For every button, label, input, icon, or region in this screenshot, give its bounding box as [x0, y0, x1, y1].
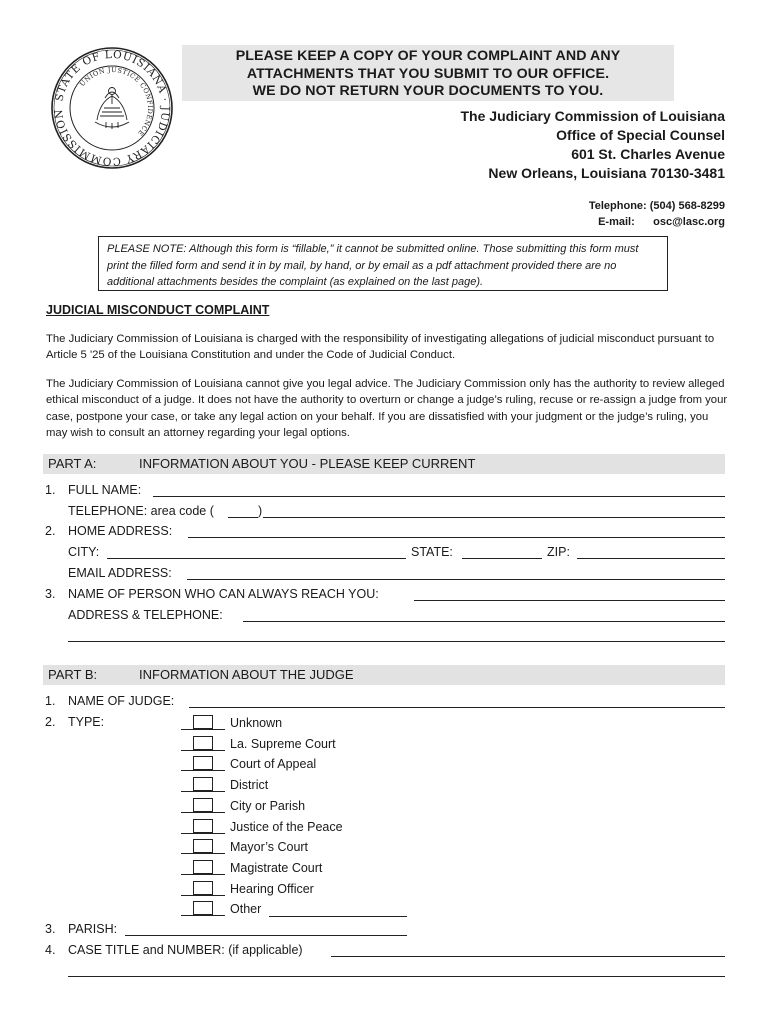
address-telephone-label: ADDRESS & TELEPHONE: — [68, 608, 223, 622]
svg-text:UNION JUSTICE CONFIDENCE: UNION JUSTICE CONFIDENCE — [78, 65, 155, 138]
type-label-la-supreme-court: La. Supreme Court — [230, 736, 336, 751]
checkbox-unknown[interactable] — [193, 715, 213, 729]
checkbox-hearing-officer[interactable] — [193, 881, 213, 895]
contact-email-row — [598, 216, 725, 228]
checkbox-city-or-parish[interactable] — [193, 798, 213, 812]
judiciary-commission-seal — [50, 46, 174, 170]
part-a-num-2: 2. — [45, 524, 56, 538]
full-name-label: FULL NAME: — [68, 483, 142, 497]
banner-line-2: ATTACHMENTS THAT YOU SUBMIT TO OUR OFFICE. — [246, 65, 610, 82]
contact-telephone: Telephone: (504) 568-8299 — [588, 200, 725, 212]
type-label-mayor-s-court: Mayor’s Court — [230, 840, 309, 855]
checkbox-mayor-s-court[interactable] — [193, 839, 213, 853]
part-b-num-3: 3. — [45, 922, 56, 936]
checkbox-underline-court-of-appeal — [181, 770, 225, 771]
contact-email-label: E-mail: — [598, 216, 635, 228]
home-address-field[interactable] — [188, 537, 725, 538]
contact-address-telephone-field[interactable] — [243, 621, 725, 622]
checkbox-underline-city-or-parish — [181, 812, 225, 813]
area-code-field[interactable] — [228, 517, 258, 518]
checkbox-other[interactable] — [193, 901, 213, 915]
checkbox-underline-la-supreme-court — [181, 750, 225, 751]
zip-field[interactable] — [577, 558, 725, 559]
contact-person-label: NAME OF PERSON WHO CAN ALWAYS REACH YOU: — [68, 587, 379, 601]
svg-text:STATE OF LOUISIANA · JUDICIARY: STATE OF LOUISIANA · JUDICIARY COMMISSION — [52, 48, 172, 168]
full-name-field[interactable] — [153, 496, 725, 497]
home-address-label: HOME ADDRESS: — [68, 524, 173, 538]
part-a-num-1: 1. — [45, 483, 56, 497]
part-a-header — [43, 454, 725, 474]
checkbox-court-of-appeal[interactable] — [193, 756, 213, 770]
note-text: PLEASE NOTE: Although this form is “fillable,” it cannot be submitted online. Those submitting this form must print the filled form and send it in by mail, by hand, or by email as a pdf attachment provided there are no additional attachments besides the complaint (as explained on the last page). — [107, 243, 639, 288]
type-label-hearing-officer: Hearing Officer — [230, 881, 314, 896]
part-b-num-2: 2. — [45, 715, 56, 729]
type-label: TYPE: — [68, 715, 105, 729]
part-b-num-1: 1. — [45, 694, 56, 708]
address-office: Office of Special Counsel — [556, 127, 725, 143]
case-title-field-2[interactable] — [68, 976, 725, 977]
type-label-district: District — [230, 778, 269, 793]
name-of-judge-field[interactable] — [189, 707, 725, 708]
type-label-unknown: Unknown — [230, 716, 283, 730]
banner-line-3: WE DO NOT RETURN YOUR DOCUMENTS TO YOU. — [252, 83, 604, 99]
part-b-title: INFORMATION ABOUT THE JUDGE — [139, 667, 354, 682]
zip-label: ZIP: — [547, 545, 570, 559]
name-of-judge-label: NAME OF JUDGE: — [68, 694, 175, 708]
address-org: The Judiciary Commission of Louisiana — [460, 108, 725, 124]
notice-banner — [182, 45, 674, 101]
address-city: New Orleans, Louisiana 70130-3481 — [488, 165, 725, 181]
state-label: STATE: — [411, 545, 453, 559]
type-label-other: Other — [230, 902, 262, 917]
state-field[interactable] — [462, 558, 542, 559]
type-label-magistrate-court: Magistrate Court — [230, 860, 323, 875]
intro-paragraph-1: The Judiciary Commission of Louisiana is charged with the responsibility of investigating allegations of judicial misconduct pursuant to Article 5 '25 of the Louisiana Constitution and under the Code of Judicial Conduct. — [46, 333, 715, 362]
banner-line-1: PLEASE KEEP A COPY OF YOUR COMPLAINT AND ANY — [235, 48, 621, 64]
checkbox-underline-mayor-s-court — [181, 853, 225, 854]
type-label-justice-of-the-peace: Justice of the Peace — [230, 819, 343, 834]
contact-person-field[interactable] — [414, 600, 725, 601]
checkbox-magistrate-court[interactable] — [193, 860, 213, 874]
checkbox-underline-magistrate-court — [181, 874, 225, 875]
contact-address-telephone-field-2[interactable] — [68, 641, 725, 642]
checkbox-la-supreme-court[interactable] — [193, 736, 213, 750]
checkbox-underline-justice-of-the-peace — [181, 833, 225, 834]
telephone-field[interactable] — [263, 517, 725, 518]
type-label-city-or-parish: City or Parish — [230, 798, 306, 813]
city-label: CITY: — [68, 545, 100, 559]
checkbox-underline-district — [181, 791, 225, 792]
fillable-note-box — [98, 236, 668, 291]
checkbox-district[interactable] — [193, 777, 213, 791]
case-title-label: CASE TITLE and NUMBER: (if applicable) — [68, 943, 303, 957]
email-address-field[interactable] — [187, 579, 725, 580]
email-address-label: EMAIL ADDRESS: — [68, 566, 172, 580]
checkbox-justice-of-the-peace[interactable] — [193, 819, 213, 833]
telephone-label: TELEPHONE: area code ( — [68, 504, 214, 518]
type-label-court-of-appeal: Court of Appeal — [230, 757, 317, 772]
case-title-field[interactable] — [331, 956, 725, 957]
part-b-header — [43, 665, 725, 685]
checkbox-underline-hearing-officer — [181, 895, 225, 896]
checkbox-underline-other — [181, 915, 225, 916]
part-b-label: PART B: — [48, 667, 98, 682]
part-a-num-3: 3. — [45, 587, 56, 601]
contact-email[interactable]: osc@lasc.org — [653, 216, 725, 228]
address-street: 601 St. Charles Avenue — [571, 146, 725, 162]
form-heading: JUDICIAL MISCONDUCT COMPLAINT — [46, 303, 270, 317]
parish-field[interactable] — [125, 935, 407, 936]
checkbox-underline-unknown — [181, 729, 225, 730]
telephone-close-paren: ) — [258, 504, 263, 518]
other-type-field[interactable] — [269, 916, 407, 917]
parish-label: PARISH: — [68, 922, 118, 936]
intro-paragraph-2: The Judiciary Commission of Louisiana cannot give you legal advice. The Judiciary Commission only has the authority to review alleged ethical misconduct of a judge. It does not have the authority to overturn or change a judge’s ruling, recuse or re-assign a judge from your case, postpone your case, or take any legal action on your behalf. If you are dissatisfied with your judgment or the judge’s ruling, you may wish to consult an attorney regarding your legal options. — [46, 378, 728, 439]
part-b-num-4: 4. — [45, 943, 56, 957]
part-a-label: PART A: — [48, 456, 97, 471]
city-field[interactable] — [107, 558, 406, 559]
part-a-title: INFORMATION ABOUT YOU - PLEASE KEEP CURRENT — [139, 456, 476, 471]
